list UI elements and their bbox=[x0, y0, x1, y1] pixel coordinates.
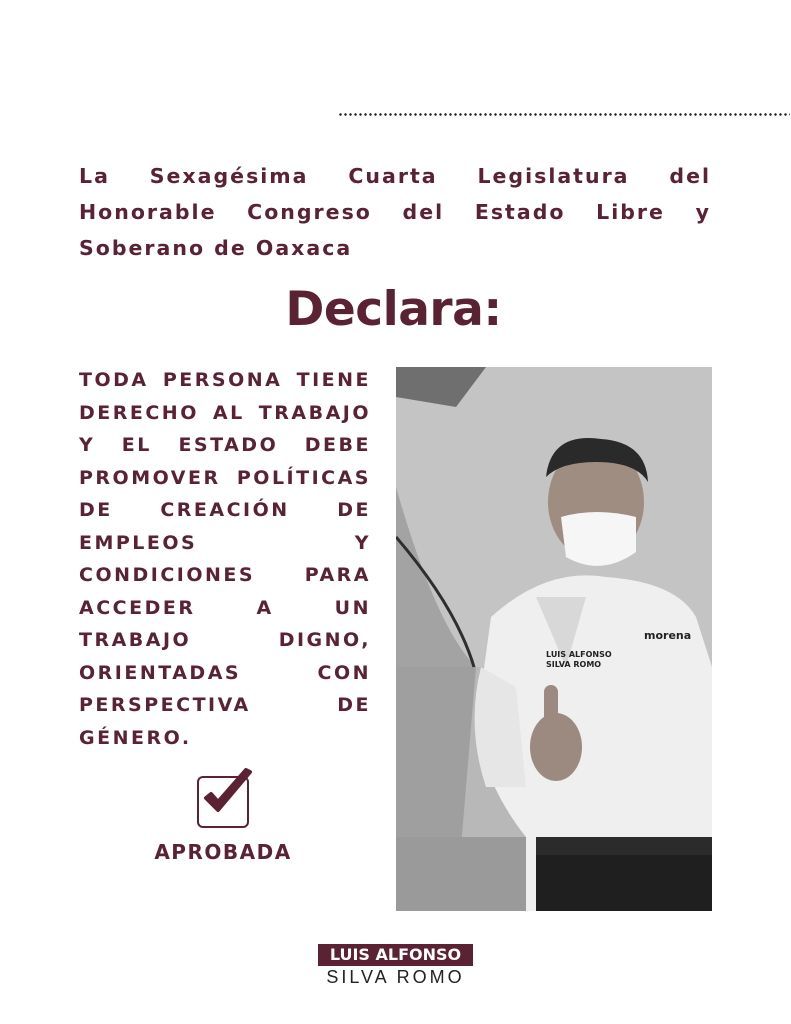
shirt-name-line1: LUIS ALFONSO bbox=[546, 650, 612, 659]
shirt-name-line2: SILVA ROMO bbox=[546, 660, 602, 669]
logo-name-line1: LUIS ALFONSO bbox=[318, 944, 473, 966]
status-label: APROBADA bbox=[154, 840, 292, 864]
logo-name-line2: SILVA ROMO bbox=[326, 967, 465, 987]
declaration-text: TODA PERSONA TIENE DERECHO AL TRABAJO Y EL ESTADO DEBE PROMOVER POLÍTICAS DE CREACIÓN DE EMPLEOS Y CONDICIONES PARA ACCEDER A UN TRABAJO DIGNO, ORIENTADAS CON PERSPECTIVA DE GÉNERO. bbox=[79, 369, 371, 749]
checkmark-icon bbox=[196, 766, 258, 828]
intro-text: La Sexagésima Cuarta Legislatura del Honorable Congreso del Estado Libre y Soberano de Oaxaca bbox=[79, 164, 711, 260]
candidate-photo bbox=[396, 367, 712, 911]
shirt-logo-text: morena bbox=[644, 629, 692, 642]
headline: Declara: bbox=[285, 282, 502, 337]
candidate-illustration bbox=[396, 367, 712, 911]
dotted-divider bbox=[338, 112, 790, 117]
